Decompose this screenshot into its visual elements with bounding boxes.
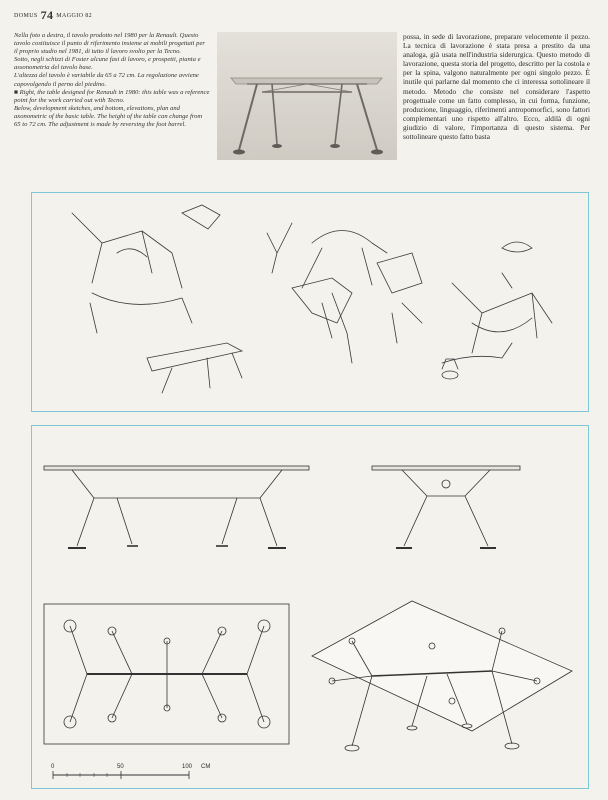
magazine-name: DOMUS <box>14 13 38 19</box>
axonometric-view <box>312 601 572 751</box>
page-header <box>14 8 92 23</box>
plan-view <box>44 604 289 744</box>
page-number: 74 <box>40 8 54 22</box>
development-sketches <box>32 193 588 411</box>
issue-date: MAGGIO 82 <box>56 13 93 19</box>
caption-paragraph: Below, development sketches, and bottom, elevations, plan and axonometric of the basic table. The height of the table can change from 65 to 72 cm. The adjustment is made by reversing the foot barrel. <box>14 104 203 129</box>
side-elevation <box>372 466 520 548</box>
scale-label-0: 0 <box>51 764 55 770</box>
sketches-panel <box>31 192 589 412</box>
front-elevation <box>44 466 309 548</box>
caption-paragraph: ■ Right, the table designed for Renault in 1980: this table was a reference point for the work carried out with Tecno. <box>14 88 210 104</box>
scale-bar <box>49 766 239 784</box>
sketch-right <box>442 242 552 379</box>
elevations-plan-axonometric <box>32 426 588 788</box>
caption-paragraph: Sotto, negli schizzi di Foster alcune fasi di lavoro, e prospetti, pianta e assonometria del tavolo base. <box>14 56 201 72</box>
sketch-left <box>72 205 242 393</box>
scale-bar-ruler <box>49 766 219 784</box>
caption-paragraph: Nella foto a destra, il tavolo prodotto nel 1980 per la Renault. Questo tavolo costituisce il punto di riferimento insieme ai mobili progettati per il proprio studio nel 1981, di tutto il lavoro svolto per la Tecno. <box>14 32 205 56</box>
caption-paragraph: L'altezza del tavolo è variabile da 65 a 72 cm. La regolazione avviene capovolgendo il perno del piedino. <box>14 72 199 88</box>
table-photo-drawing <box>217 32 397 160</box>
scale-label-50: 50 <box>117 764 124 770</box>
technical-drawings-panel <box>31 425 589 789</box>
renault-table-photo <box>217 32 397 160</box>
scale-label-100: 100 <box>182 764 193 770</box>
photo-caption <box>14 32 210 129</box>
scale-unit: CM <box>201 764 211 770</box>
article-body: possa, in sede di lavorazione, preparare velocemente il pezzo. La tecnica di lavorazione è stata presa a prestito da una analoga, già usata nell'industria siderurgica. Questo metodo di lavorazione, questa storia del progetto, descritto per la costola e per la spina, valgono naturalmente per ogni singolo pezzo. È inutile qui parlarne dal momento che ci interessa sottolineare il metodo. Metodo che consiste nel considerare l'aspetto progettuale come un fatto complesso, in cui forma, funzione, produzione, linguaggio, riferimenti antropomorfici, sono fattori complementari uno rispetto all'altro. Ecco, aldilà di ogni giudizio di valore, l'importanza di questo sistema. Per sottolineare questo fatto basta <box>403 32 590 142</box>
sketch-center <box>267 223 422 363</box>
